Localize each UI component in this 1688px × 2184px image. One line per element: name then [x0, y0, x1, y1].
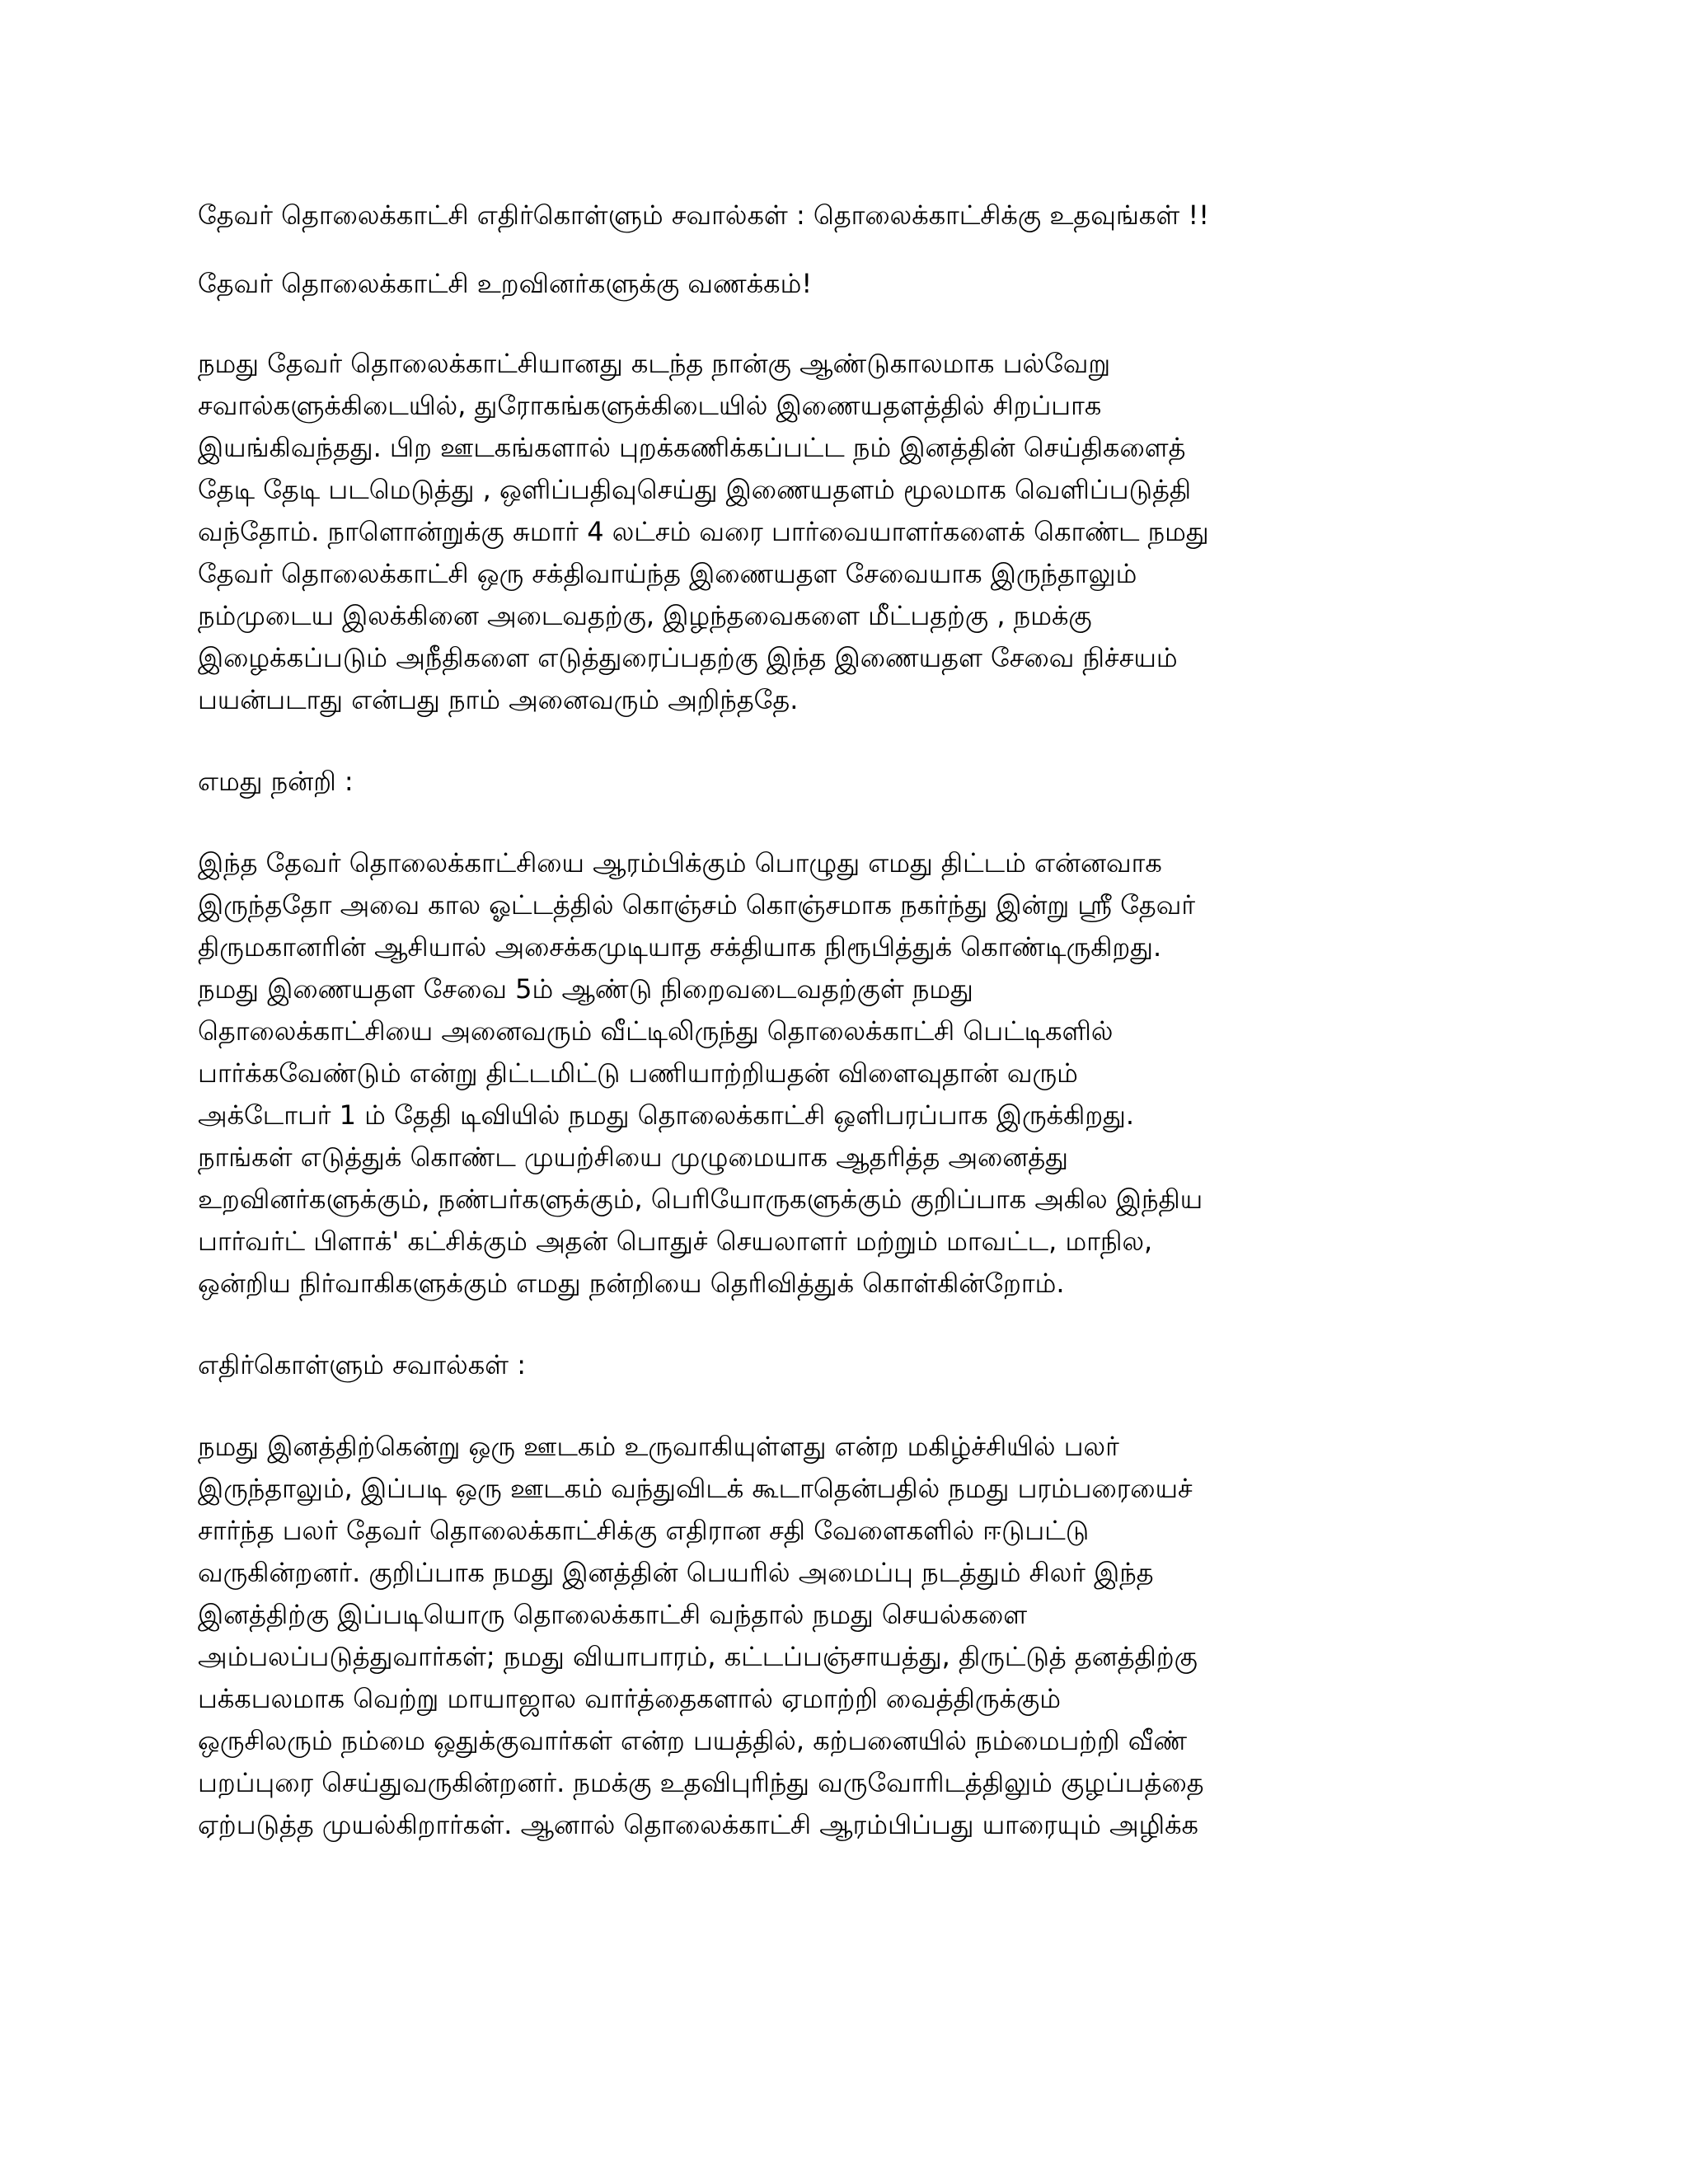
paragraph-line: ஒன்றிய நிர்வாகிகளுக்கும் எமது நன்றியை தெரிவித்துக் கொள்கின்றோம். [198, 1268, 1065, 1299]
spacer [198, 305, 1500, 343]
challenges-paragraph [198, 1426, 1500, 1846]
paragraph-line: பார்வர்ட் பிளாக்' கட்சிக்கும் அதன் பொதுச் செயலாளர் மற்றும் மாவட்ட, மாநில, [198, 1226, 1153, 1257]
spacer [198, 803, 1500, 842]
paragraph-line: இருந்தாலும், இப்படி ஒரு ஊடகம் வந்துவிடக் கூடாதென்பதில் நமது பரம்பரையைச் [198, 1473, 1193, 1504]
document-title: தேவர் தொலைக்காட்சி எதிர்கொள்ளும் சவால்கள் : தொலைக்காட்சிக்கு உதவுங்கள் !! [198, 199, 1210, 231]
paragraph-line: அம்பலப்படுத்துவார்கள்; நமது வியாபாரம், கட்டப்பஞ்சாயத்து, திருட்டுத் தனத்திற்கு [198, 1641, 1198, 1672]
spacer [198, 237, 1500, 263]
paragraph-line: அக்டோபர் 1 ம் தேதி டிவியில் நமது தொலைக்காட்சி ஒளிபரப்பாக இருக்கிறது. [198, 1099, 1135, 1131]
paragraph-line: தொலைக்காட்சியை அனைவரும் வீட்டிலிருந்து தொலைக்காட்சி பெட்டிகளில் [198, 1015, 1114, 1047]
paragraph-line: நமது இனத்திற்கென்று ஒரு ஊடகம் உருவாகியுள்ளது என்ற மகிழ்ச்சியில் பலர் [198, 1431, 1119, 1462]
greeting: தேவர் தொலைக்காட்சி உறவினர்களுக்கு வணக்கம்! [198, 268, 813, 299]
paragraph-line: சார்ந்த பலர் தேவர் தொலைக்காட்சிக்கு எதிரான சதி வேளைகளில் ஈடுபட்டு [198, 1515, 1090, 1546]
paragraph-line: நாங்கள் எடுத்துக் கொண்ட முயற்சியை முழுமையாக ஆதரித்த அனைத்து [198, 1141, 1068, 1173]
paragraph-line: பக்கபலமாக வெற்று மாயாஜால வார்த்தைகளால் ஏமாற்றி வைத்திருக்கும் [198, 1683, 1062, 1714]
paragraph-line: பயன்படாது என்பது நாம் அனைவரும் அறிந்ததே. [198, 684, 799, 715]
challenges-heading: எதிர்கொள்ளும் சவால்கள் : [198, 1349, 526, 1380]
spacer [198, 721, 1500, 761]
intro-paragraph [198, 343, 1500, 721]
thanks-paragraph [198, 842, 1500, 1305]
paragraph-line: நம்முடைய இலக்கினை அடைவதற்கு, இழந்தவைகளை மீட்பதற்கு , நமக்கு [198, 600, 1092, 631]
paragraph-line: தேடி தேடி படமெடுத்து , ஒளிப்பதிவுசெய்து இணையதளம் மூலமாக வெளிப்படுத்தி [198, 474, 1192, 505]
paragraph-line: தேவர் தொலைக்காட்சி ஒரு சக்திவாய்ந்த இணையதள சேவையாக இருந்தாலும் [198, 558, 1137, 589]
paragraph-line: நமது இணையதள சேவை 5ம் ஆண்டு நிறைவடைவதற்குள் நமது [198, 973, 973, 1005]
paragraph-line: நமது தேவர் தொலைக்காட்சியானது கடந்த நான்கு ஆண்டுகாலமாக பல்வேறு [198, 348, 1111, 379]
paragraph-line: வருகின்றனர். குறிப்பாக நமது இனத்தின் பெயரில் அமைப்பு நடத்தும் சிலர் இந்த [198, 1557, 1154, 1588]
paragraph-line: இருந்ததோ அவை கால ஓட்டத்தில் கொஞ்சம் கொஞ்சமாக நகர்ந்து இன்று ஸ்ரீ தேவர் [198, 889, 1196, 921]
spacer [198, 1305, 1500, 1344]
paragraph-line: சவால்களுக்கிடையில், துரோகங்களுக்கிடையில் இணையதளத்தில் சிறப்பாக [198, 390, 1102, 421]
paragraph-line: இந்த தேவர் தொலைக்காட்சியை ஆரம்பிக்கும் பொழுது எமது திட்டம் என்னவாக [198, 847, 1162, 879]
document-page [198, 194, 1500, 1846]
paragraph-line: திருமகானரின் ஆசியால் அசைக்கமுடியாத சக்தியாக நிரூபித்துக் கொண்டிருகிறது. [198, 931, 1162, 963]
paragraph-line: ஒருசிலரும் நம்மை ஒதுக்குவார்கள் என்ற பயத்தில், கற்பனையில் நம்மைபற்றி வீண் [198, 1725, 1188, 1756]
paragraph-line: இயங்கிவந்தது. பிற ஊடகங்களால் புறக்கணிக்கப்பட்ட நம் இனத்தின் செய்திகளைத் [198, 432, 1186, 463]
paragraph-line: உறவினர்களுக்கும், நண்பர்களுக்கும், பெரியோருகளுக்கும் குறிப்பாக அகில இந்திய [198, 1183, 1203, 1215]
paragraph-line: இழைக்கப்படும் அநீதிகளை எடுத்துரைப்பதற்கு இந்த இணையதள சேவை நிச்சயம் [198, 642, 1178, 673]
paragraph-line: பார்க்கவேண்டும் என்று திட்டமிட்டு பணியாற்றியதன் விளைவுதான் வரும் [198, 1057, 1078, 1089]
spacer [198, 1386, 1500, 1426]
thanks-heading: எமது நன்றி : [198, 766, 354, 797]
paragraph-line: ஏற்படுத்த முயல்கிறார்கள். ஆனால் தொலைக்காட்சி ஆரம்பிப்பது யாரையும் அழிக்க [198, 1809, 1199, 1840]
paragraph-line: வந்தோம். நாளொன்றுக்கு சுமார் 4 லட்சம் வரை பார்வையாளர்களைக் கொண்ட நமது [198, 516, 1209, 547]
paragraph-line: பறப்புரை செய்துவருகின்றனர். நமக்கு உதவிபுரிந்து வருவோரிடத்திலும் குழப்பத்தை [198, 1767, 1204, 1798]
paragraph-line: இனத்திற்கு இப்படியொரு தொலைக்காட்சி வந்தால் நமது செயல்களை [198, 1599, 1028, 1630]
